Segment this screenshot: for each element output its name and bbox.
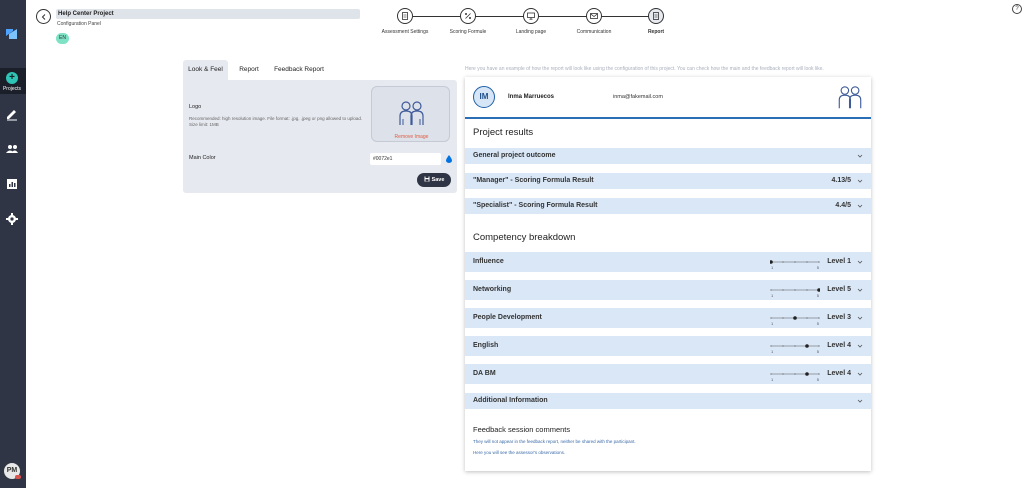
edit-icon[interactable] [5,107,19,121]
scale-tick [818,317,819,318]
competency-breakdown-title: Competency breakdown [473,232,576,243]
scale-label: 5 [816,377,819,382]
document-icon [401,12,409,20]
sidebar [0,0,26,488]
level-scale-graphic [770,287,820,299]
settings-icon[interactable] [5,212,19,226]
scale-tick [806,317,807,318]
scale-label: 5 [816,265,819,270]
level-scale-graphic [770,259,820,271]
chevron-down-icon [857,153,863,159]
level-scale [770,370,820,382]
tab-look-and-feel[interactable]: Look & Feel [183,60,228,80]
company-logo-icon [837,84,863,112]
competency-level: Level 1 [827,258,851,265]
scale-label: 1 [771,321,774,326]
level-scale [770,342,820,354]
scale-tick [818,345,819,346]
participant-email: inma@fakemail.com [613,94,663,100]
page-subtitle: Configuration Panel [57,21,101,27]
tab-feedback-report[interactable]: Feedback Report [274,66,324,73]
level-scale-graphic [770,315,820,327]
scale-tick [770,289,771,290]
step-label-assessment-settings: Assessment Settings [381,29,429,35]
level-scale [770,286,820,298]
mail-icon [590,12,598,20]
competency-level: Level 4 [827,342,851,349]
additional-information-row[interactable] [465,393,871,409]
competency-row[interactable] [465,364,871,384]
step-label-scoring-formule: Scoring Formule [449,29,487,35]
save-button[interactable] [417,173,451,187]
participant-name: Inma Marruecos [508,94,555,100]
scale-tick [794,373,795,374]
scale-tick [794,345,795,346]
percent-icon [464,12,472,20]
scale-tick [782,289,783,290]
result-row[interactable] [465,173,871,189]
tab-report[interactable]: Report [239,66,259,73]
projects-icon: + [6,72,18,84]
step-label-communication: Communication [576,29,612,35]
save-icon [424,176,430,182]
scale-label: 5 [816,349,819,354]
scale-label: 1 [771,265,774,270]
report-header [465,77,871,119]
scale-tick [770,345,771,346]
step-scoring-formule[interactable] [460,8,476,24]
report-preview [465,77,871,471]
competency-label: Influence [473,258,504,265]
result-value: 4.4/5 [835,202,851,209]
level-dot [770,260,773,264]
logo-recommendation: Recommended: high resolution image. File format: .jpg, .jpeg or png allowed to upload. Size limit: 1MB [189,116,363,127]
main-color-label: Main Color [189,155,216,161]
competency-row[interactable] [465,252,871,272]
feedback-note-1: They will not appear in the feedback report, neither be shared with the participant. [473,439,636,444]
sidebar-item-projects-label: Projects [2,86,22,92]
chevron-left-icon [41,14,47,20]
additional-information-label: Additional Information [473,397,548,404]
chevron-down-icon [857,259,863,265]
logo-upload-box[interactable] [371,86,450,142]
participant-avatar: IM [473,86,495,108]
people-logo-icon [398,99,425,129]
back-button[interactable] [36,9,51,24]
level-scale-graphic [770,343,820,355]
step-assessment-settings[interactable] [397,8,413,24]
step-landing-page[interactable] [523,8,539,24]
scale-tick [818,261,819,262]
report-document-icon [652,12,660,20]
competency-label: People Development [473,314,542,321]
scale-label: 1 [771,293,774,298]
result-value: 4.13/5 [831,177,851,184]
competency-level: Level 5 [827,286,851,293]
competency-label: Networking [473,286,512,293]
report-icon[interactable] [5,177,19,191]
level-dot [793,316,797,320]
page-title: Help Center Project [56,9,360,19]
scale-label: 1 [771,377,774,382]
monitor-icon [527,12,535,20]
logo-icon[interactable] [4,26,20,42]
result-label: "Specialist" - Scoring Formula Result [473,202,598,209]
scale-label: 1 [771,349,774,354]
level-scale-graphic [770,371,820,383]
chevron-down-icon [857,343,863,349]
level-scale [770,314,820,326]
step-label-report: Report [647,29,665,35]
scale-tick [782,373,783,374]
chevron-down-icon [857,178,863,184]
level-scale [770,258,820,270]
main-color-input[interactable]: #0072e1 [370,153,441,165]
remove-image-button[interactable]: Remove Image [394,134,429,140]
step-communication[interactable] [586,8,602,24]
competency-label: English [473,342,499,349]
chevron-down-icon [857,371,863,377]
step-label-landing-page: Landing page [515,29,547,35]
scale-tick [782,261,783,262]
color-drop-icon[interactable] [446,155,452,163]
scale-tick [806,261,807,262]
competency-label: DA BM [473,370,496,377]
level-dot [805,372,809,376]
scale-tick [806,289,807,290]
competency-row[interactable] [465,280,871,300]
feedback-note-2: Here you will see the assessor's observations. [473,450,566,455]
chevron-down-icon [857,287,863,293]
competency-row[interactable] [465,336,871,356]
scale-tick [782,345,783,346]
chevron-down-icon [857,398,863,404]
result-label: "Manager" - Scoring Formula Result [473,177,594,184]
result-row[interactable] [465,198,871,214]
scale-label: 5 [816,293,819,298]
level-dot [805,344,809,348]
chevron-down-icon [857,315,863,321]
avatar-status-badge [15,475,21,479]
level-dot [817,288,820,292]
scale-tick [794,261,795,262]
scale-label: 5 [816,321,819,326]
competency-level: Level 3 [827,314,851,321]
scale-tick [794,289,795,290]
competency-level: Level 4 [827,370,851,377]
competency-row[interactable] [465,308,871,328]
look-and-feel-panel [183,80,457,193]
result-label: General project outcome [473,152,556,159]
save-button-label: Save [431,177,445,183]
scale-tick [770,317,771,318]
scale-tick [770,373,771,374]
chevron-down-icon [857,203,863,209]
people-icon[interactable] [5,142,19,156]
result-row[interactable] [465,148,871,164]
language-badge[interactable]: EN [56,33,69,44]
help-icon[interactable]: ? [1012,4,1022,14]
scale-tick [782,317,783,318]
project-results-title: Project results [473,127,534,138]
avatar[interactable]: PM [4,463,20,479]
logo-label: Logo [189,104,202,110]
scale-tick [818,373,819,374]
preview-note: Here you have an example of how the report will look like using the configuration of this project. You can check how the main and the feedback report will look like. [465,66,824,72]
step-report[interactable] [648,8,664,24]
feedback-session-title: Feedback session comments [473,425,571,434]
